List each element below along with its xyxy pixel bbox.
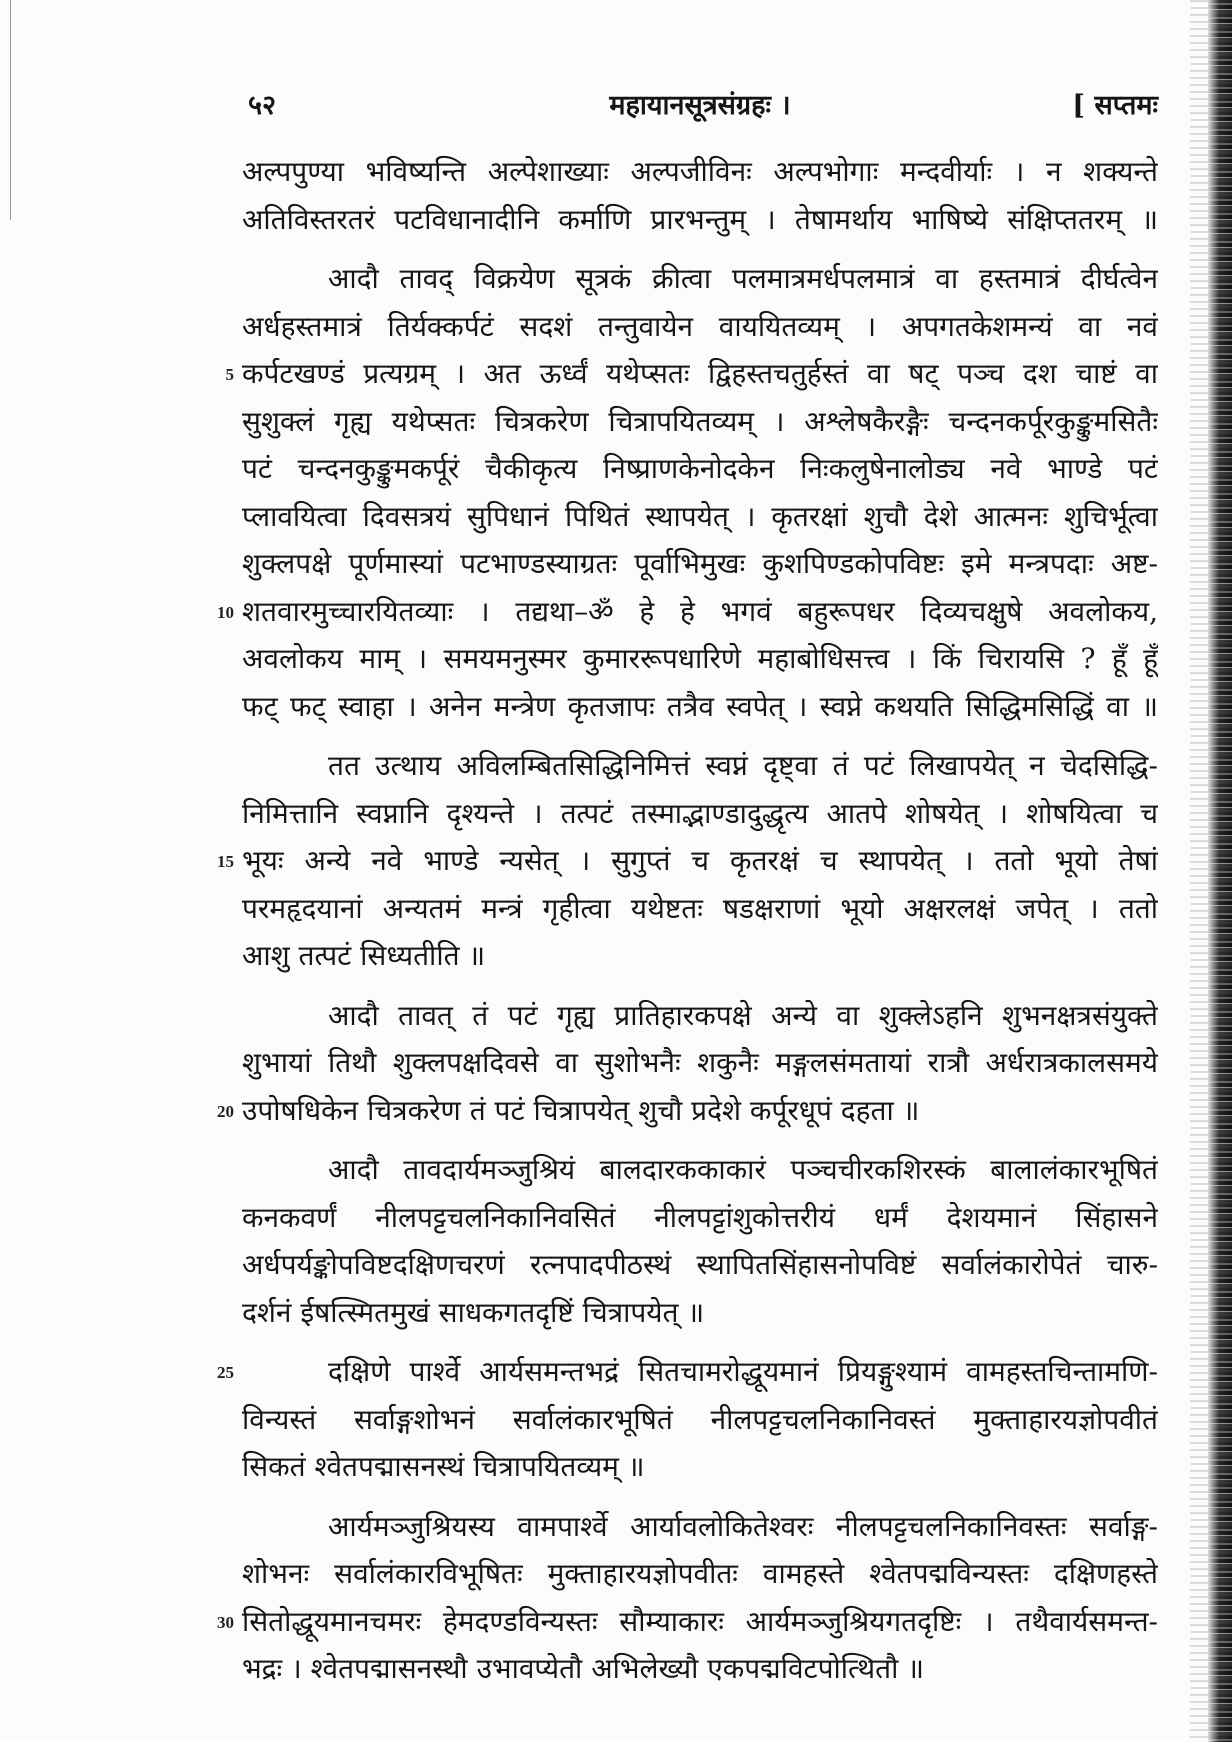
line-number: 15	[217, 852, 234, 871]
paragraph	[242, 1146, 1158, 1336]
line-number: 5	[225, 365, 234, 384]
text-line: अतिविस्तरतरं पटविधानादीनि कर्माणि प्रारभन्तुम् । तेषामर्थाय भाषिष्ये संक्षिप्ततरम् ॥	[242, 202, 1158, 236]
text-line: कनकवर्णं नीलपट्टचलनिकानिवसितं नीलपट्टांशुकोत्तरीयं धर्मं देशयमानं सिंहासने	[242, 1200, 1158, 1234]
text-line: अर्धहस्तमात्रं तिर्यक्कर्पटं सदशं तन्तुवायेन वाययितव्यम् । अपगतकेशमन्यं वा नवं	[242, 309, 1158, 343]
text-line: सितोद्धूयमानचमरः हेमदण्डविन्यस्तः सौम्याकारः आर्यमञ्जुश्रियगतदृष्टिः । तथैवार्यसमन्त-	[242, 1604, 1158, 1638]
line-number: 20	[217, 1101, 234, 1121]
text-line: प्लावयित्वा दिवसत्रयं सुपिधानं पिथितं स्थापयेत् । कृतरक्षां शुचौ देशे आत्मनः शुचिर्भूत्वा	[242, 499, 1158, 533]
text-line: परमहृदयानां अन्यतमं मन्त्रं गृहीत्वा यथेष्टतः षडक्षराणां भूयो अक्षरलक्षं जपेत् । ततो	[242, 891, 1158, 925]
text-line: सिकतं श्वेतपद्मासनस्थं चित्रापयितव्यम् ॥	[242, 1450, 645, 1483]
text-line: भूयः अन्ये नवे भाण्डे न्यसेत् । सुगुप्तं च कृतरक्षं च स्थापयेत् । ततो भूयो तेषां	[242, 844, 1158, 877]
text-line: शुक्लपक्षे पूर्णमास्यां पटभाण्डस्याग्रतः पूर्वाभिमुखः कुशपिण्डकोपविष्टः इमे मन्त्रपदाः अष्ट-	[242, 547, 1158, 580]
scan-edge-mark	[10, 0, 11, 220]
binding-edge	[1208, 0, 1232, 1742]
paragraph	[217, 742, 1158, 980]
text-line: उपोषधिकेन चित्रकरेण तं पटं चित्रापयेत् शुचौ प्रदेशे कर्पूरधूपं दहता ॥	[242, 1093, 920, 1127]
page-number: ५२	[248, 90, 277, 121]
text-line: शुभायां तिथौ शुक्लपक्षदिवसे वा सुशोभनैः शकुनैः मङ्गलसंमतायां रात्रौ अर्धरात्रकालसमये	[242, 1046, 1158, 1079]
paragraph	[217, 255, 1158, 730]
running-head	[242, 84, 1158, 128]
body-text	[217, 148, 1158, 1705]
paragraph	[242, 148, 1158, 243]
text-line: आर्यमञ्जुश्रियस्य वामपार्श्वे आर्यावलोकितेश्वरः नीलपट्टचलनिकानिवस्तः सर्वाङ्ग-	[328, 1509, 1158, 1543]
running-title: महायानसूत्रसंग्रहः ।	[609, 90, 791, 121]
paragraph	[217, 992, 1158, 1135]
text-line: आदौ तावद् विक्रयेण सूत्रकं क्रीत्वा पलमात्रमर्धपलमात्रं वा हस्तमात्रं दीर्घत्वेन	[328, 262, 1158, 295]
line-number: 30	[217, 1612, 234, 1632]
chapter-label: [ सप्तमः	[1072, 90, 1158, 121]
text-line: सुशुक्लं गृह्य यथेप्सतः चित्रकरेण चित्रापयितव्यम् । अश्लेषकैरङ्गैः चन्दनकर्पूरकुङ्कुमसितैः	[242, 404, 1158, 438]
text-line: दक्षिणे पार्श्वे आर्यसमन्तभद्रं सितचामरोद्धूयमानं प्रियङ्गुश्यामं वामहस्तचिन्तामणि-	[328, 1355, 1158, 1388]
text-line: आशु तत्पटं सिध्यतीति ॥	[242, 939, 486, 972]
text-line: अल्पपुण्या भविष्यन्ति अल्पेशाख्याः अल्पजीविनः अल्पभोगाः मन्दवीर्याः । न शक्यन्ते	[242, 155, 1158, 188]
line-number: 25	[217, 1363, 234, 1382]
text-line: फट् फट् स्वाहा । अनेन मन्त्रेण कृतजापः तत्रैव स्वपेत् । स्वप्ने कथयति सिद्धिमसिद्धिं वा ॥	[242, 689, 1158, 723]
text-line: भद्रः । श्वेतपद्मासनस्थौ उभावप्येतौ अभिलेख्यौ एकपद्मविटपोत्थितौ ॥	[242, 1652, 925, 1685]
text-line: दर्शनं ईषत्स्मितमुखं साधकगतदृष्टिं चित्रापयेत् ॥	[242, 1295, 705, 1329]
text-line: निमित्तानि स्वप्नानि दृश्यन्ते । तत्पटं तस्माद्भाण्डादुद्धृत्य आतपे शोषयेत् । शोषयित्वा च	[242, 796, 1158, 830]
text-line: आदौ तावदार्यमञ्जुश्रियं बालदारककाकारं पञ्चचीरकशिरस्कं बालालंकारभूषितं	[328, 1153, 1158, 1186]
text-line: अवलोकय माम् । समयमनुस्मर कुमाररूपधारिणे महाबोधिसत्त्व । किं चिरायसि ? हूँ हूँ	[242, 642, 1158, 675]
text-line: कर्पटखण्डं प्रत्यग्रम् । अत ऊर्ध्वं यथेप्सतः द्विहस्तचतुर्हस्तं वा षट् पञ्च दश चाष्टं वा	[242, 357, 1158, 390]
binding-shadow	[1190, 0, 1208, 1742]
text-line: विन्यस्तं सर्वाङ्गशोभनं सर्वालंकारभूषितं नीलपट्टचलनिकानिवस्तं मुक्ताहारयज्ञोपवीतं	[242, 1402, 1158, 1436]
text-line: आदौ तावत् तं पटं गृह्य प्रातिहारकपक्षे अन्ये वा शुक्लेऽहनि शुभनक्षत्रसंयुक्ते	[328, 998, 1158, 1032]
paragraph	[217, 1503, 1158, 1693]
text-line: तत उत्थाय अविलम्बितसिद्धिनिमित्तं स्वप्नं दृष्ट्वा तं पटं लिखापयेत् न चेदसिद्धि-	[328, 749, 1158, 782]
text-line: अर्धपर्यङ्कोपविष्टदक्षिणचरणं रत्नपादपीठस्थं स्थापितसिंहासनोपविष्टं सर्वालंकारोपेतं चारु-	[242, 1248, 1158, 1281]
line-number: 10	[217, 602, 234, 622]
text-line: शोभनः सर्वालंकारविभूषितः मुक्ताहारयज्ञोपवीतः वामहस्ते श्वेतपद्मविन्यस्तः दक्षिणहस्ते	[242, 1557, 1158, 1590]
text-line: पटं चन्दनकुङ्कुमकर्पूरं चैकीकृत्य निष्प्राणकेनोदकेन निःकलुषेनालोड्य नवे भाण्डे पटं	[242, 452, 1158, 485]
text-line: शतवारमुच्चारयितव्याः । तद्यथा–ॐ हे हे भगवं बहुरूपधर दिव्यचक्षुषे अवलोकय,	[242, 594, 1158, 628]
paragraph	[217, 1348, 1158, 1491]
